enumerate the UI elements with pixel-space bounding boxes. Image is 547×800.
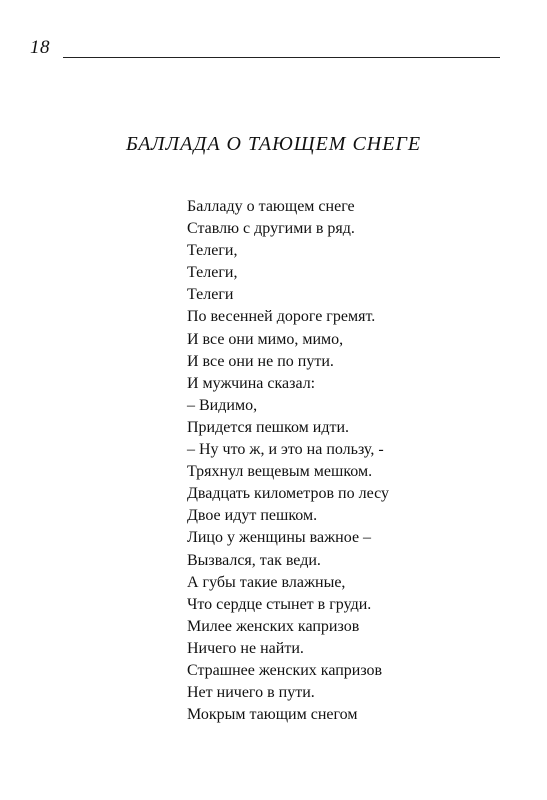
poem-title: БАЛЛАДА О ТАЮЩЕМ СНЕГЕ [125, 133, 422, 155]
header-rule [63, 57, 500, 58]
poem-line: А губы такие влажные, [187, 573, 346, 591]
poem-line: – Ну что ж, и это на пользу, - [187, 441, 384, 459]
poem-line: Нет ничего в пути. [187, 684, 315, 702]
poem-line: И мужчина сказал: [187, 374, 316, 392]
poem-line: И все они мимо, мимо, [187, 330, 344, 348]
poem-line: Телеги, [187, 264, 238, 282]
poem-line: Ничего не найти. [187, 639, 304, 657]
poem-line: Вызвался, так веди. [187, 551, 321, 569]
poem-line: Страшнее женских капризов [187, 661, 383, 679]
poem-line: Милее женских капризов [187, 617, 360, 635]
poem-line: Придется пешком идти. [187, 418, 350, 436]
poem-line: Мокрым тающим снегом [187, 706, 358, 724]
poem-line: По весенней дороге гремят. [187, 308, 376, 326]
poem-line: И все они не по пути. [187, 352, 334, 370]
poem-line: Двадцать километров по лесу [187, 485, 389, 503]
page-number: 18 [30, 37, 50, 58]
poem-line: Тряхнул вещевым мешком. [187, 463, 373, 481]
poem-line: Лицо у женщины важное – [187, 529, 372, 547]
poem-line: Телеги [187, 286, 234, 304]
poem-line: Что сердце стынет в груди. [187, 595, 372, 613]
poem-line: Балладу о тающем снеге [187, 198, 355, 215]
poem-line: Телеги, [187, 242, 238, 260]
poem-line: Ставлю с другими в ряд. [187, 220, 355, 238]
poem-body [187, 196, 517, 726]
poem-line: Двое идут пешком. [187, 507, 318, 525]
poem-line: – Видимо, [187, 396, 258, 414]
